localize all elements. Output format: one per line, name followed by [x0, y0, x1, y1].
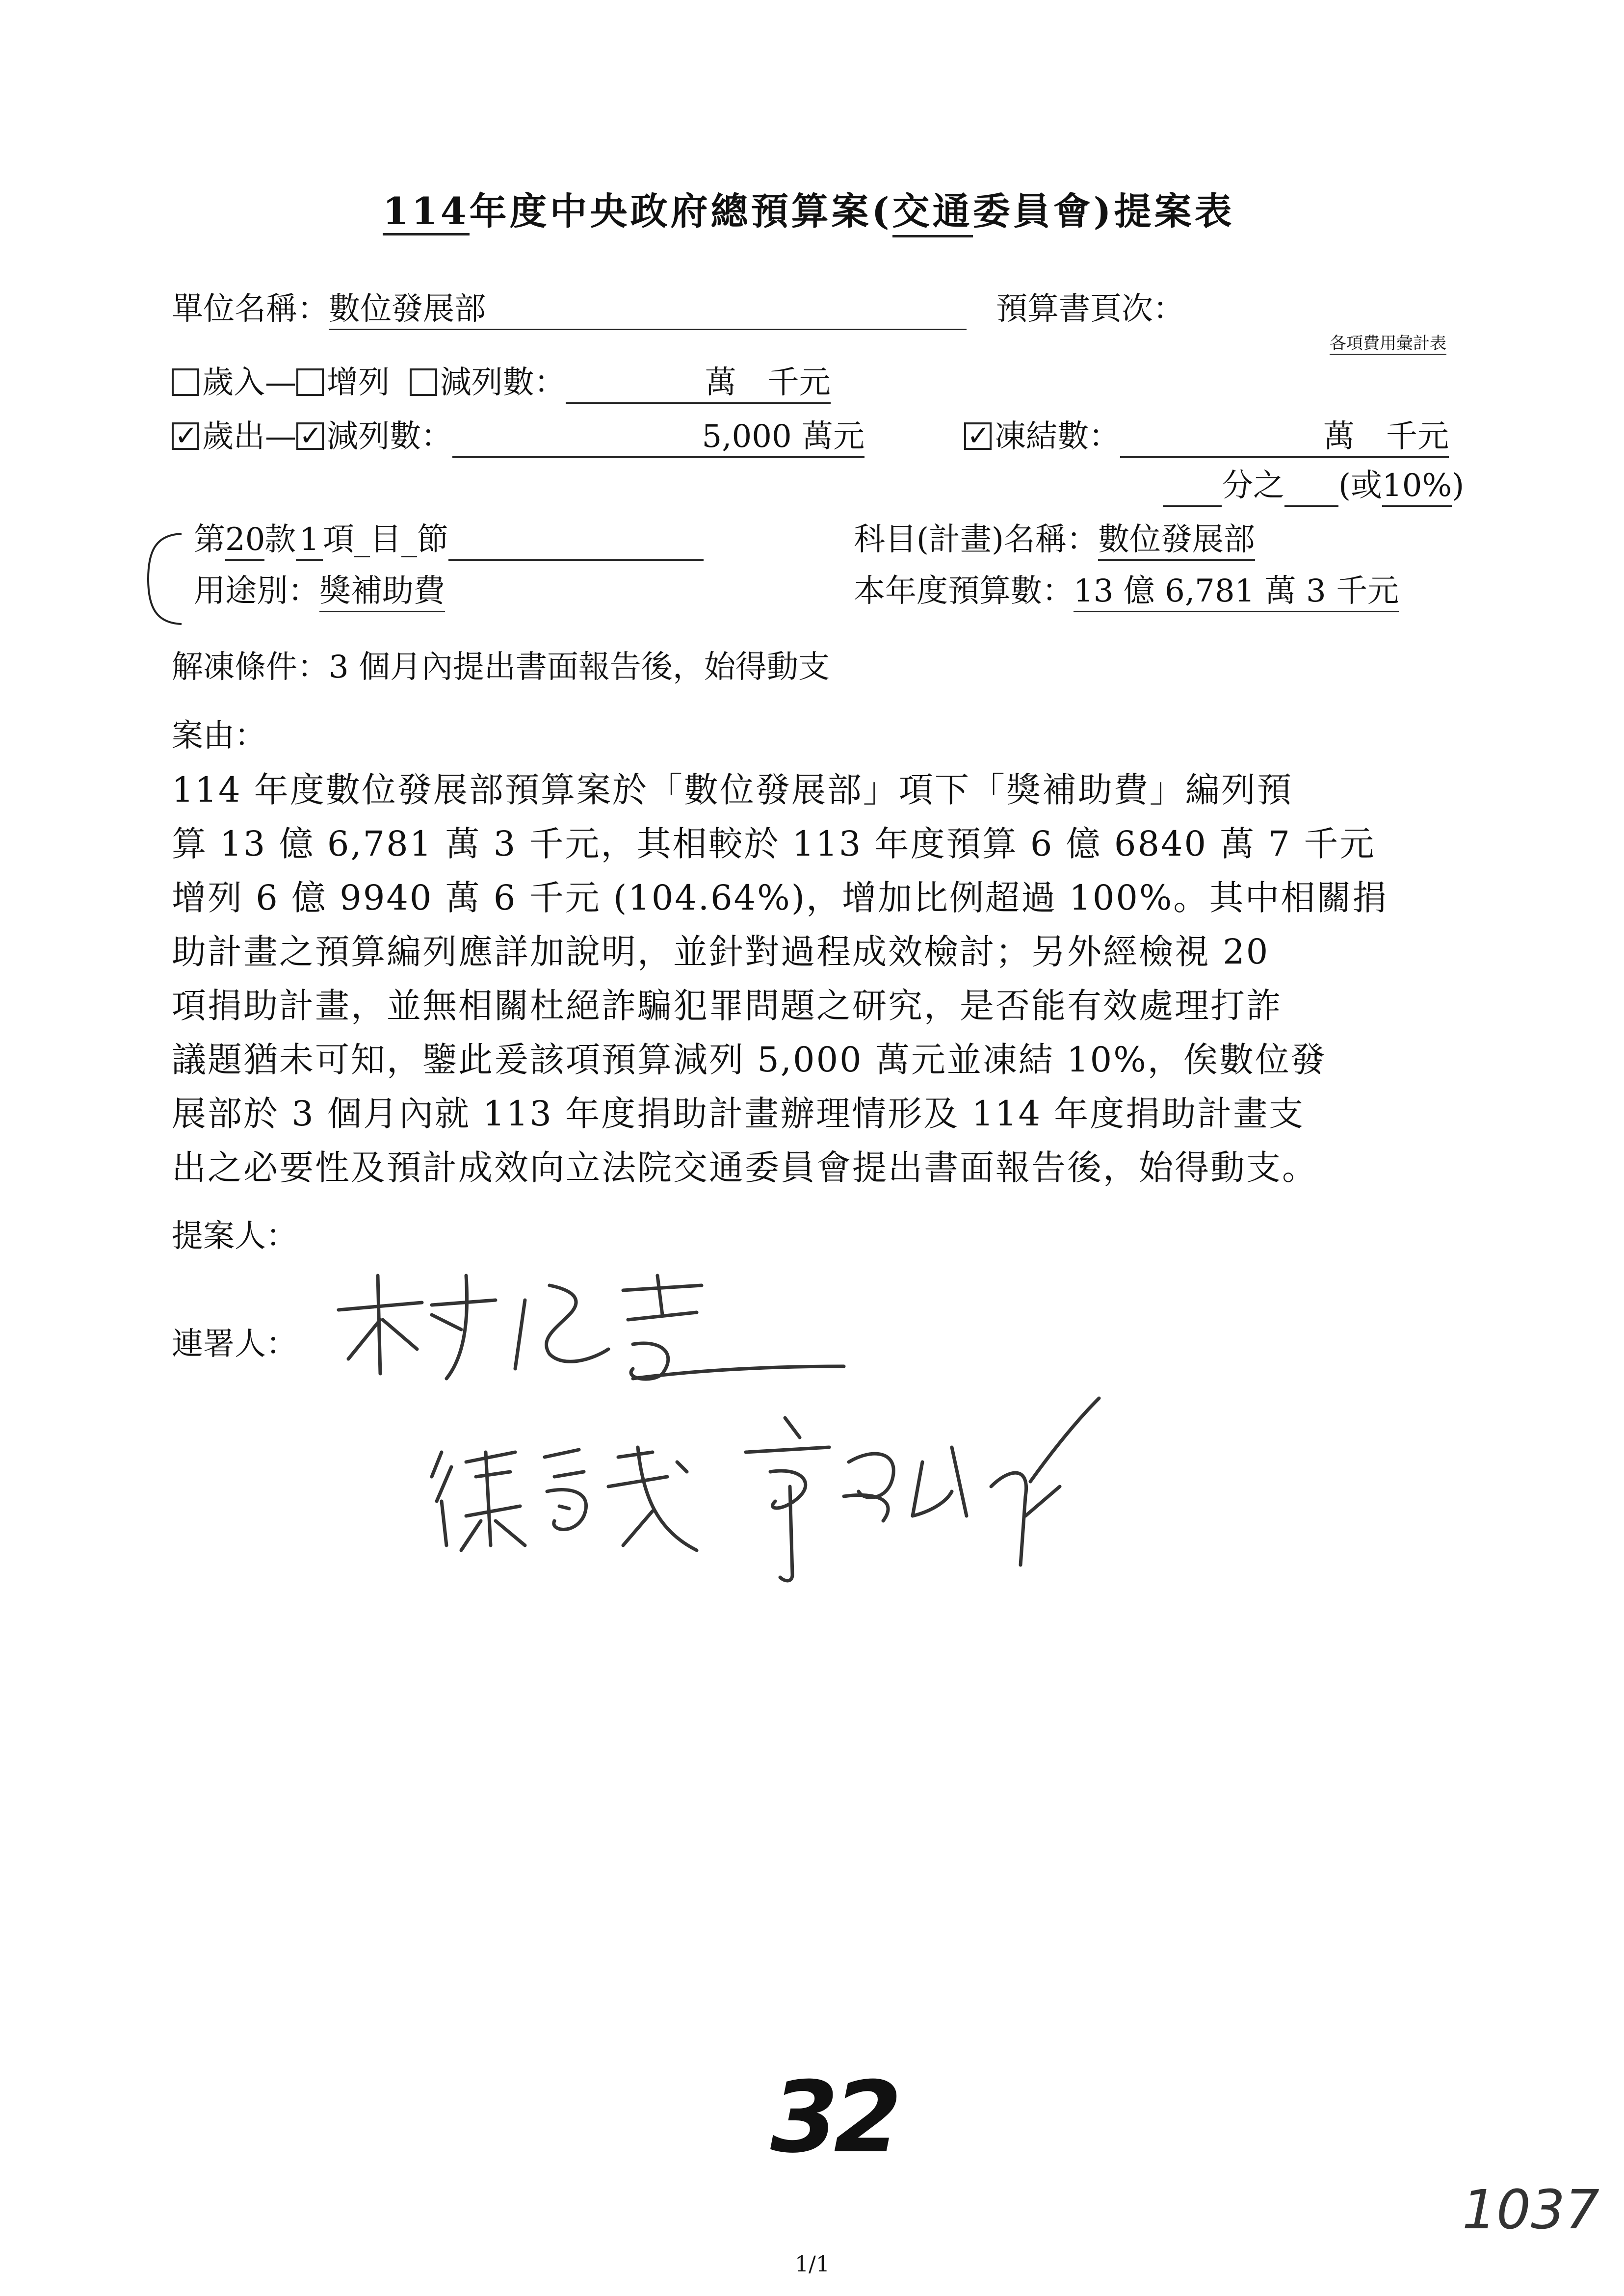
freeze-checkbox[interactable]	[964, 422, 992, 450]
budget-row	[854, 572, 1399, 612]
signature-1	[319, 1256, 859, 1403]
expenditure-row	[172, 417, 864, 458]
revenue-increase-checkbox[interactable]	[296, 368, 324, 396]
title-committee: 交通	[892, 182, 973, 237]
expenditure-decrease-checkbox[interactable]	[296, 422, 324, 450]
unit-row	[172, 289, 967, 330]
reason-line: 項捐助計畫，並無相關杜絕詐騙犯罪問題之研究，是否能有效處理打詐	[172, 986, 1282, 1026]
usage-row	[194, 572, 445, 612]
proposer-label: 提案人：	[172, 1218, 297, 1254]
freeze-amount: 萬 千元	[1120, 417, 1449, 458]
reason-line: 議題猶未可知，鑒此爰該項預算減列 5,000 萬元並凍結 10%，俟數位發	[172, 1040, 1327, 1080]
fraction-or: (或	[1338, 468, 1382, 504]
reason-line: 增列 6 億 9940 萬 6 千元 (104.64%)，增加比例超過 100%。其中相關捐	[172, 878, 1388, 918]
unit-label: 單位名稱：	[172, 291, 329, 327]
expenditure-label: 歲出—	[202, 418, 296, 455]
stamp-number: 1037	[1462, 2178, 1599, 2241]
bracket-mark	[142, 530, 186, 628]
kuan-label: 款	[264, 522, 296, 558]
title-end: 委員會)提案表	[972, 189, 1235, 233]
kuan-row	[194, 520, 704, 561]
signature-2	[422, 1423, 726, 1570]
revenue-label: 歲入—	[202, 365, 296, 401]
title-mid: 年度中央政府總預算案(	[469, 189, 892, 233]
jie-blank	[448, 520, 704, 561]
reason-line: 助計畫之預算編列應詳加說明，並針對過程成效檢討；另外經檢視 20	[172, 932, 1270, 972]
handwritten-page-number: 32	[770, 2061, 897, 2175]
fraction-close: )	[1452, 468, 1465, 504]
revenue-decrease-checkbox[interactable]	[410, 368, 437, 396]
reason-text	[172, 763, 1388, 1195]
freeze-label: 凍結數：	[995, 418, 1120, 455]
revenue-decrease-label: 減列數：	[440, 365, 566, 401]
reason-line: 展部於 3 個月內就 113 年度捐助計畫辦理情形及 114 年度捐助計畫支	[172, 1094, 1305, 1134]
subject-value: 數位發展部	[1098, 520, 1255, 561]
expenditure-checkbox[interactable]	[172, 422, 199, 450]
reason-label: 案由：	[172, 718, 266, 754]
kuan-number: 20	[225, 520, 264, 561]
kuan-prefix: 第	[194, 522, 225, 558]
budget-value: 13 億 6,781 萬 3 千元	[1074, 572, 1399, 612]
usage-label: 用途別：	[194, 573, 319, 609]
xiang-number: 1	[296, 520, 323, 561]
usage-value: 獎補助費	[319, 572, 445, 612]
fraction-numerator-blank	[1163, 466, 1222, 507]
expenditure-decrease-label: 減列數：	[327, 418, 452, 455]
subject-row	[854, 520, 1255, 561]
revenue-increase-label: 增列	[327, 365, 390, 401]
signature-3	[736, 1388, 1109, 1594]
revenue-row	[172, 363, 831, 404]
page-title	[383, 182, 1235, 237]
xiang-rest: 項_目_節	[323, 522, 448, 558]
reason-line: 算 13 億 6,781 萬 3 千元，其相較於 113 年度預算 6 億 6840 萬 7 千元	[172, 824, 1376, 864]
subject-label: 科目(計畫)名稱：	[854, 522, 1098, 558]
fraction-mid: 分之	[1222, 468, 1284, 504]
fraction-percent: 10%	[1382, 466, 1452, 507]
budget-label: 本年度預算數：	[854, 573, 1074, 609]
unit-value: 數位發展部	[329, 289, 967, 330]
revenue-amount: 萬 千元	[566, 363, 831, 404]
unfreeze-condition: 解凍條件：3 個月內提出書面報告後，始得動支	[172, 649, 830, 685]
reason-line: 出之必要性及預計成效向立法院交通委員會提出書面報告後，始得動支。	[172, 1148, 1318, 1188]
title-year: 114	[383, 189, 470, 235]
fraction-denominator-blank	[1284, 466, 1338, 507]
budget-page-note: 各項費用彙計表	[1330, 330, 1446, 355]
expenditure-amount: 5,000 萬元	[452, 417, 864, 458]
freeze-row	[964, 417, 1449, 458]
revenue-checkbox[interactable]	[172, 368, 199, 396]
budget-page-label: 預算書頁次：	[996, 291, 1184, 327]
reason-line: 114 年度數位發展部預算案於「數位發展部」項下「獎補助費」編列預	[172, 770, 1293, 810]
fraction-row	[1163, 466, 1464, 507]
page-indicator: 1/1	[795, 2252, 830, 2277]
cosigner-label: 連署人：	[172, 1326, 297, 1362]
